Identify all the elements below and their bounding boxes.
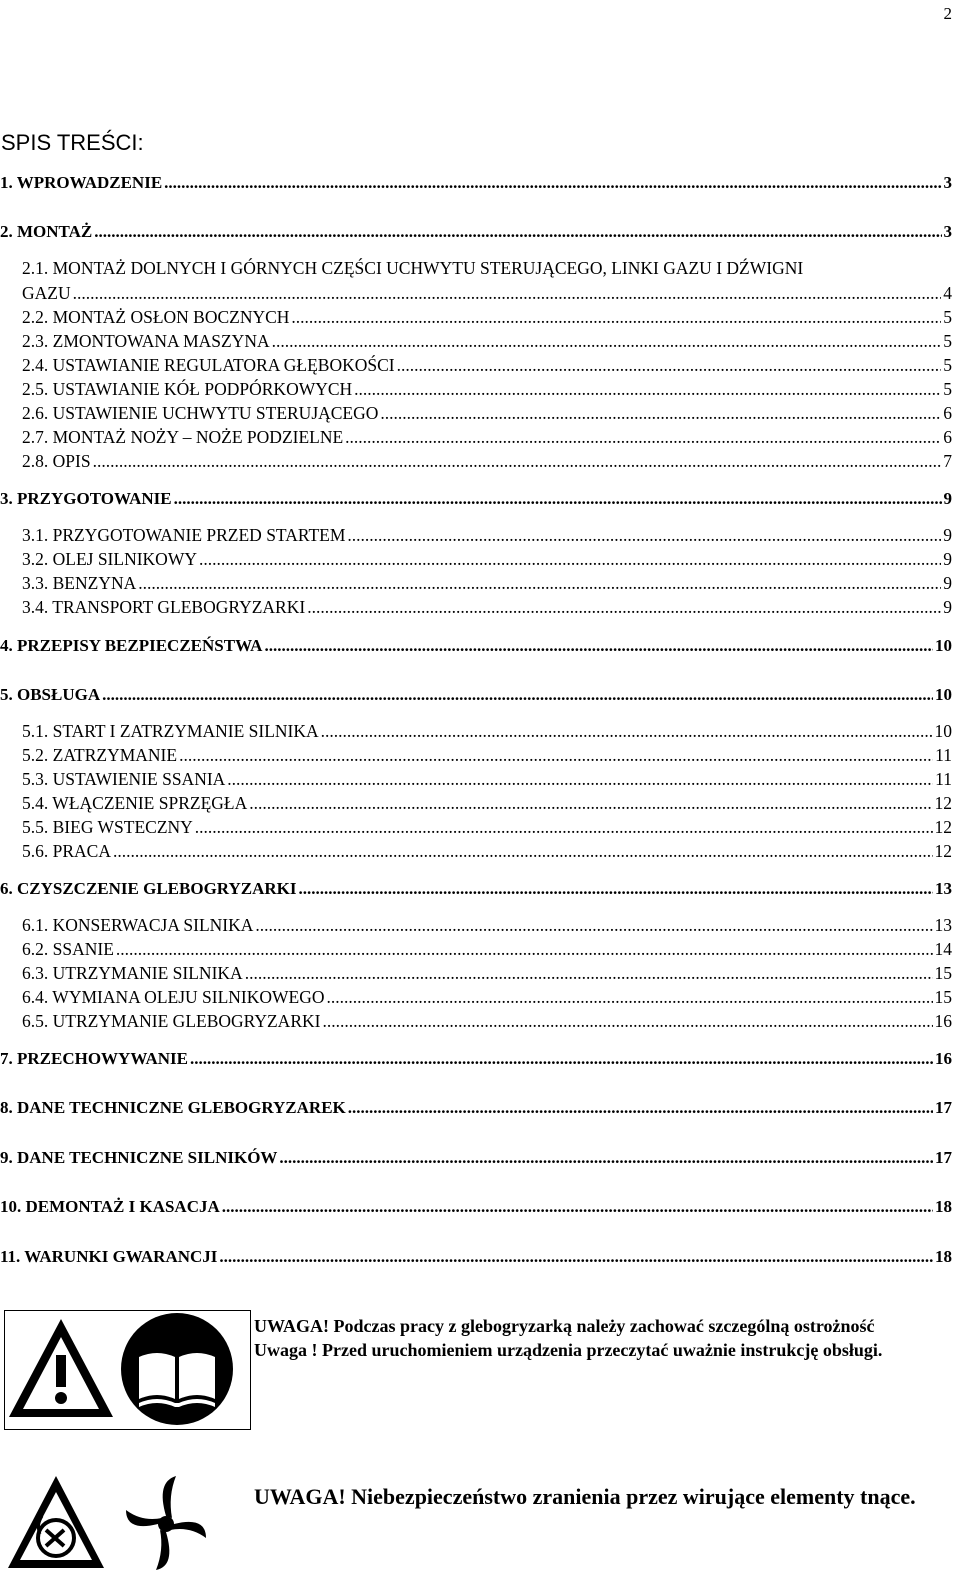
- toc-title: SPIS TREŚCI:: [1, 130, 144, 155]
- blade-pictogram-strip: [6, 1472, 206, 1572]
- warning-rotating-blades: UWAGA! Niebezpieczeństwo zranienia przez wirujące elementy tnące.: [254, 1484, 916, 1509]
- toc-entry[interactable]: 10. DEMONTAŻ I KASACJA ..... 18: [0, 1197, 952, 1217]
- toc-entry[interactable]: 6.3. UTRZYMANIE SILNIKA ..... 15: [0, 963, 952, 984]
- toc-entry[interactable]: 3.2. OLEJ SILNIKOWY ..... 9: [0, 549, 952, 570]
- toc-entry[interactable]: 6.5. UTRZYMANIE GLEBOGRYZARKI ..... 16: [0, 1011, 952, 1032]
- toc-entry[interactable]: 2.7. MONTAŻ NOŻY – NOŻE PODZIELNE ..... 6: [0, 427, 952, 448]
- blade-pictograms: [6, 1472, 206, 1572]
- toc-entry[interactable]: 6.4. WYMIANA OLEJU SILNIKOWEGO ..... 15: [0, 987, 952, 1008]
- toc-entry[interactable]: 2.2. MONTAŻ OSŁON BOCZNYCH ..... 5: [0, 307, 952, 328]
- toc-entry[interactable]: 4. PRZEPISY BEZPIECZEŃSTWA ..... 10: [0, 636, 952, 656]
- toc-entry[interactable]: 3.4. TRANSPORT GLEBOGRYZARKI ..... 9: [0, 597, 952, 618]
- toc-entry[interactable]: 2.8. OPIS ..... 7: [0, 451, 952, 472]
- warning-read-manual: Uwaga ! Przed uruchomieniem urządzenia przeczytać uważnie instrukcję obsługi.: [254, 1340, 883, 1360]
- toc-entry[interactable]: 5.4. WŁĄCZENIE SPRZĘGŁA ..... 12: [0, 793, 952, 814]
- pictogram-strip: [5, 1311, 250, 1429]
- blade-hazard-notice: [0, 1472, 960, 1572]
- toc-entry[interactable]: 3. PRZYGOTOWANIE ..... 9: [0, 489, 952, 509]
- toc-entry-line1: 2.1. MONTAŻ DOLNYCH I GÓRNYCH CZĘŚCI UCHWYTU STERUJĄCEGO, LINKI GAZU I DŹWIGNI: [22, 258, 804, 278]
- toc-entry[interactable]: 7. PRZECHOWYWANIE ..... 16: [0, 1049, 952, 1069]
- toc-entry[interactable]: 5. OBSŁUGA ..... 10: [0, 685, 952, 705]
- warning-pictograms: [4, 1310, 251, 1430]
- toc-entry[interactable]: 5.6. PRACA ..... 12: [0, 841, 952, 862]
- toc-entry[interactable]: 6.2. SSANIE ..... 14: [0, 939, 952, 960]
- caution-text: [254, 1314, 944, 1362]
- toc-entry[interactable]: 3.3. BENZYNA ..... 9: [0, 573, 952, 594]
- toc-entry[interactable]: 5.1. START I ZATRZYMANIE SILNIKA ..... 10: [0, 721, 952, 742]
- toc-entry[interactable]: 9. DANE TECHNICZNE SILNIKÓW ..... 17: [0, 1148, 952, 1168]
- caution-notice: [0, 1310, 960, 1430]
- toc-entry[interactable]: 2.4. USTAWIANIE REGULATORA GŁĘBOKOŚCI ..... 5: [0, 355, 952, 376]
- toc-entry[interactable]: 2.6. USTAWIENIE UCHWYTU STERUJĄCEGO ..... 6: [0, 403, 952, 424]
- toc-entry[interactable]: 2. MONTAŻ ..... 3: [0, 222, 952, 242]
- toc-entry[interactable]: 3.1. PRZYGOTOWANIE PRZED STARTEM ..... 9: [0, 525, 952, 546]
- toc-entry[interactable]: 8. DANE TECHNICZNE GLEBOGRYZAREK ..... 17: [0, 1098, 952, 1118]
- page-number: 2: [943, 4, 952, 23]
- toc-entry[interactable]: 11. WARUNKI GWARANCJI ..... 18: [0, 1247, 952, 1267]
- toc-entry[interactable]: 5.2. ZATRZYMANIE ..... 11: [0, 745, 952, 766]
- toc-entry[interactable]: 6. CZYSZCZENIE GLEBOGRYZARKI ..... 13: [0, 879, 952, 899]
- read-manual-icon: [121, 1313, 233, 1425]
- toc-entry[interactable]: GAZU ..... 4: [0, 283, 952, 304]
- rotating-blade-hazard-icon: [8, 1476, 104, 1568]
- toc-entry[interactable]: 6.1. KONSERWACJA SILNIKA ..... 13: [0, 915, 952, 936]
- toc-entry[interactable]: 2.3. ZMONTOWANA MASZYNA ..... 5: [0, 331, 952, 352]
- toc-entry[interactable]: 1. WPROWADZENIE ..... 3: [0, 173, 952, 193]
- warning-operate-carefully: UWAGA! Podczas pracy z glebogryzarką należy zachować szczególną ostrożność: [254, 1316, 875, 1336]
- toc-entry[interactable]: 5.5. BIEG WSTECZNY ..... 12: [0, 817, 952, 838]
- warning-triangle-icon: [9, 1319, 113, 1417]
- toc-entry[interactable]: 2.5. USTAWIANIE KÓŁ PODPÓRKOWYCH ..... 5: [0, 379, 952, 400]
- cutting-blades-icon: [126, 1476, 206, 1570]
- toc-entry[interactable]: 5.3. USTAWIENIE SSANIA ..... 11: [0, 769, 952, 790]
